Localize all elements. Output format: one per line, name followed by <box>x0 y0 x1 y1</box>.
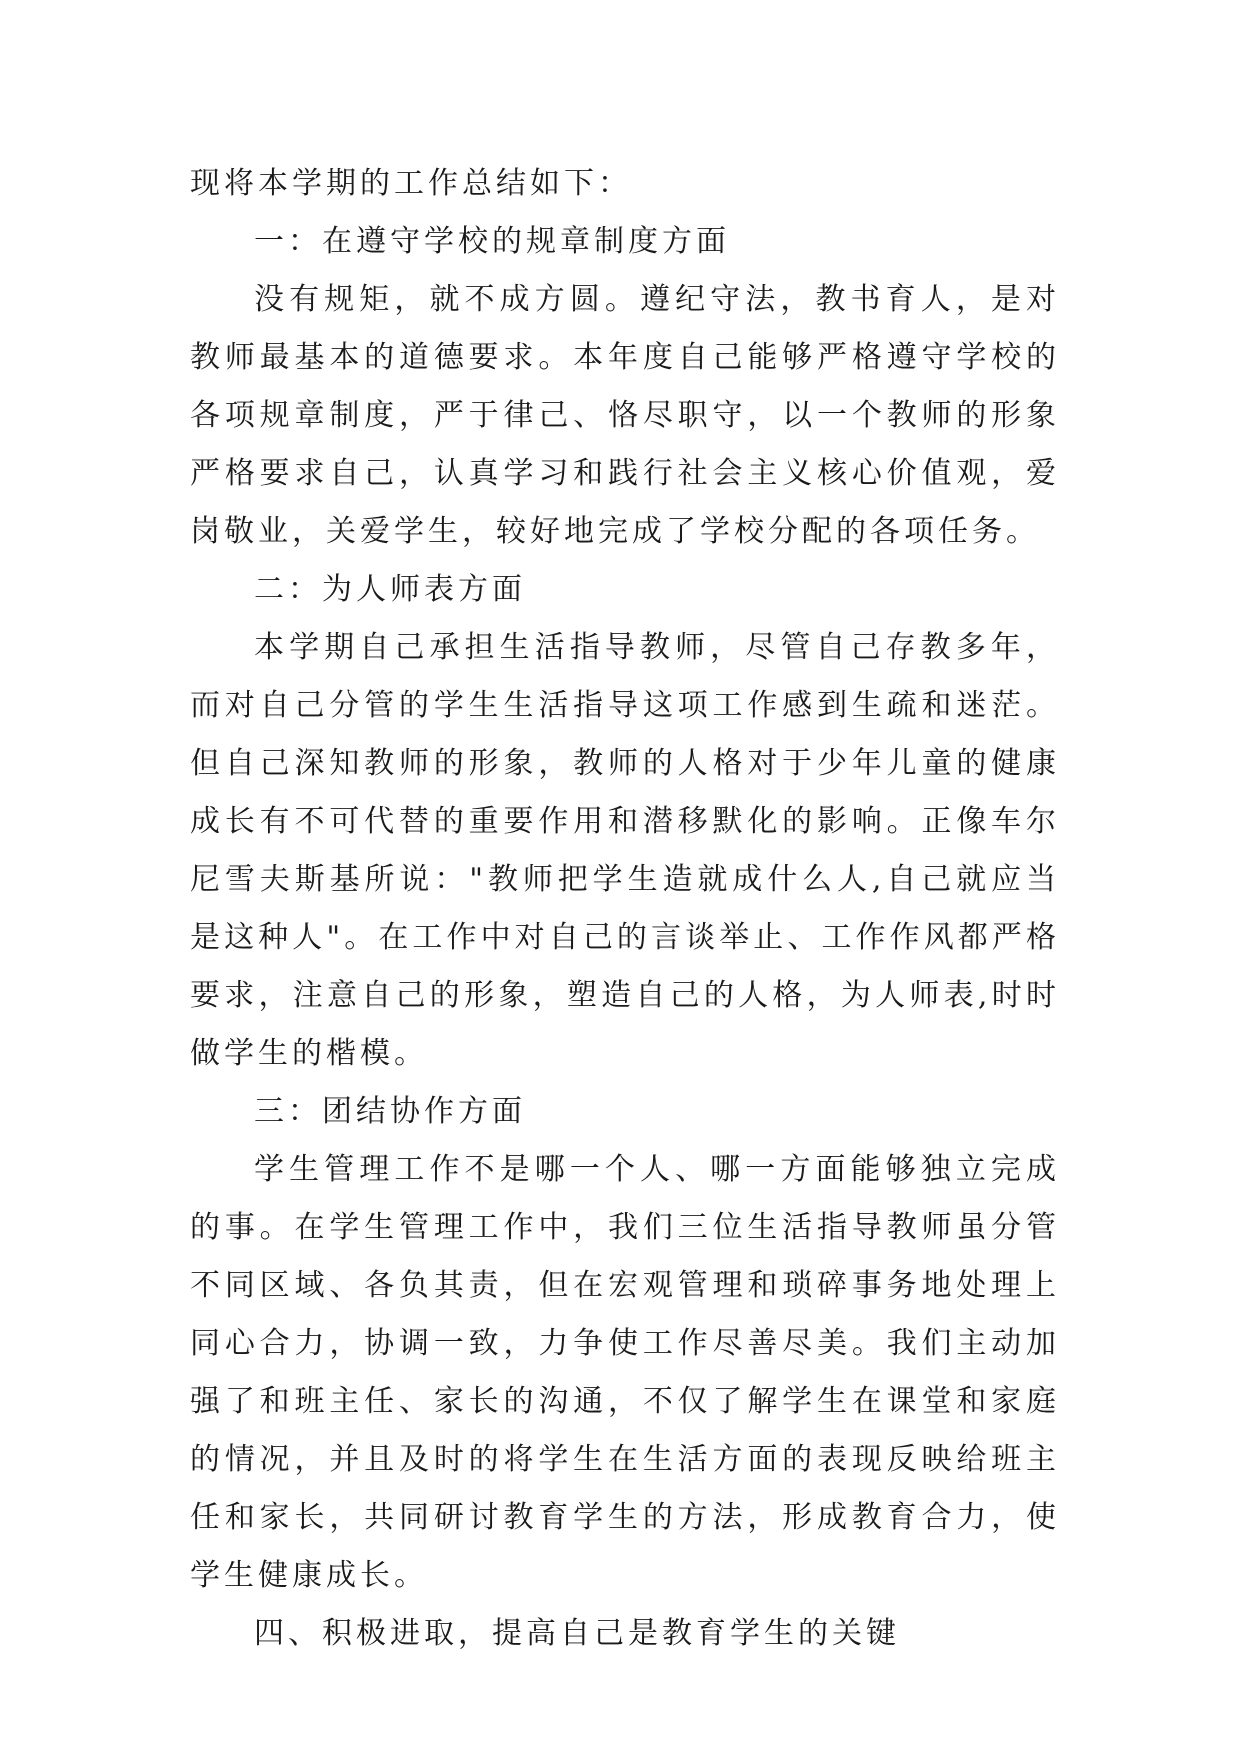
document-body <box>190 155 1060 1663</box>
section-body-1: 没有规矩，就不成方圆。遵纪守法，教书育人，是对教师最基本的道德要求。本年度自己能够严格遵守学校的各项规章制度，严于律己、恪尽职守，以一个教师的形象严格要求自己，认真学习和践行社会主义核心价值观，爱岗敬业，关爱学生，较好地完成了学校分配的各项任务。 <box>190 282 1060 549</box>
section-heading-2: 二：为人师表方面 <box>254 572 526 607</box>
section-heading-1: 一：在遵守学校的规章制度方面 <box>254 224 730 259</box>
section-body-3: 学生管理工作不是哪一个人、哪一方面能够独立完成的事。在学生管理工作中，我们三位生活指导教师虽分管不同区域、各负其责，但在宏观管理和琐碎事务地处理上同心合力，协调一致，力争使工作尽善尽美。我们主动加强了和班主任、家长的沟通，不仅了解学生在课堂和家庭的情况，并且及时的将学生在生活方面的表现反映给班主任和家长，共同研讨教育学生的方法，形成教育合力，使学生健康成长。 <box>190 1152 1060 1593</box>
section-heading-3: 三：团结协作方面 <box>254 1094 526 1129</box>
intro-paragraph: 现将本学期的工作总结如下： <box>190 166 632 201</box>
section-heading-4: 四、积极进取，提高自己是教育学生的关键 <box>254 1616 900 1651</box>
section-body-2: 本学期自己承担生活指导教师，尽管自己存教多年，而对自己分管的学生生活指导这项工作感到生疏和迷茫。但自己深知教师的形象，教师的人格对于少年儿童的健康成长有不可代替的重要作用和潜移默化的影响。正像车尔尼雪夫斯基所说："教师把学生造就成什么人,自己就应当是这种人"。在工作中对自己的言谈举止、工作作风都严格要求，注意自己的形象，塑造自己的人格，为人师表,时时做学生的楷模。 <box>190 630 1060 1071</box>
